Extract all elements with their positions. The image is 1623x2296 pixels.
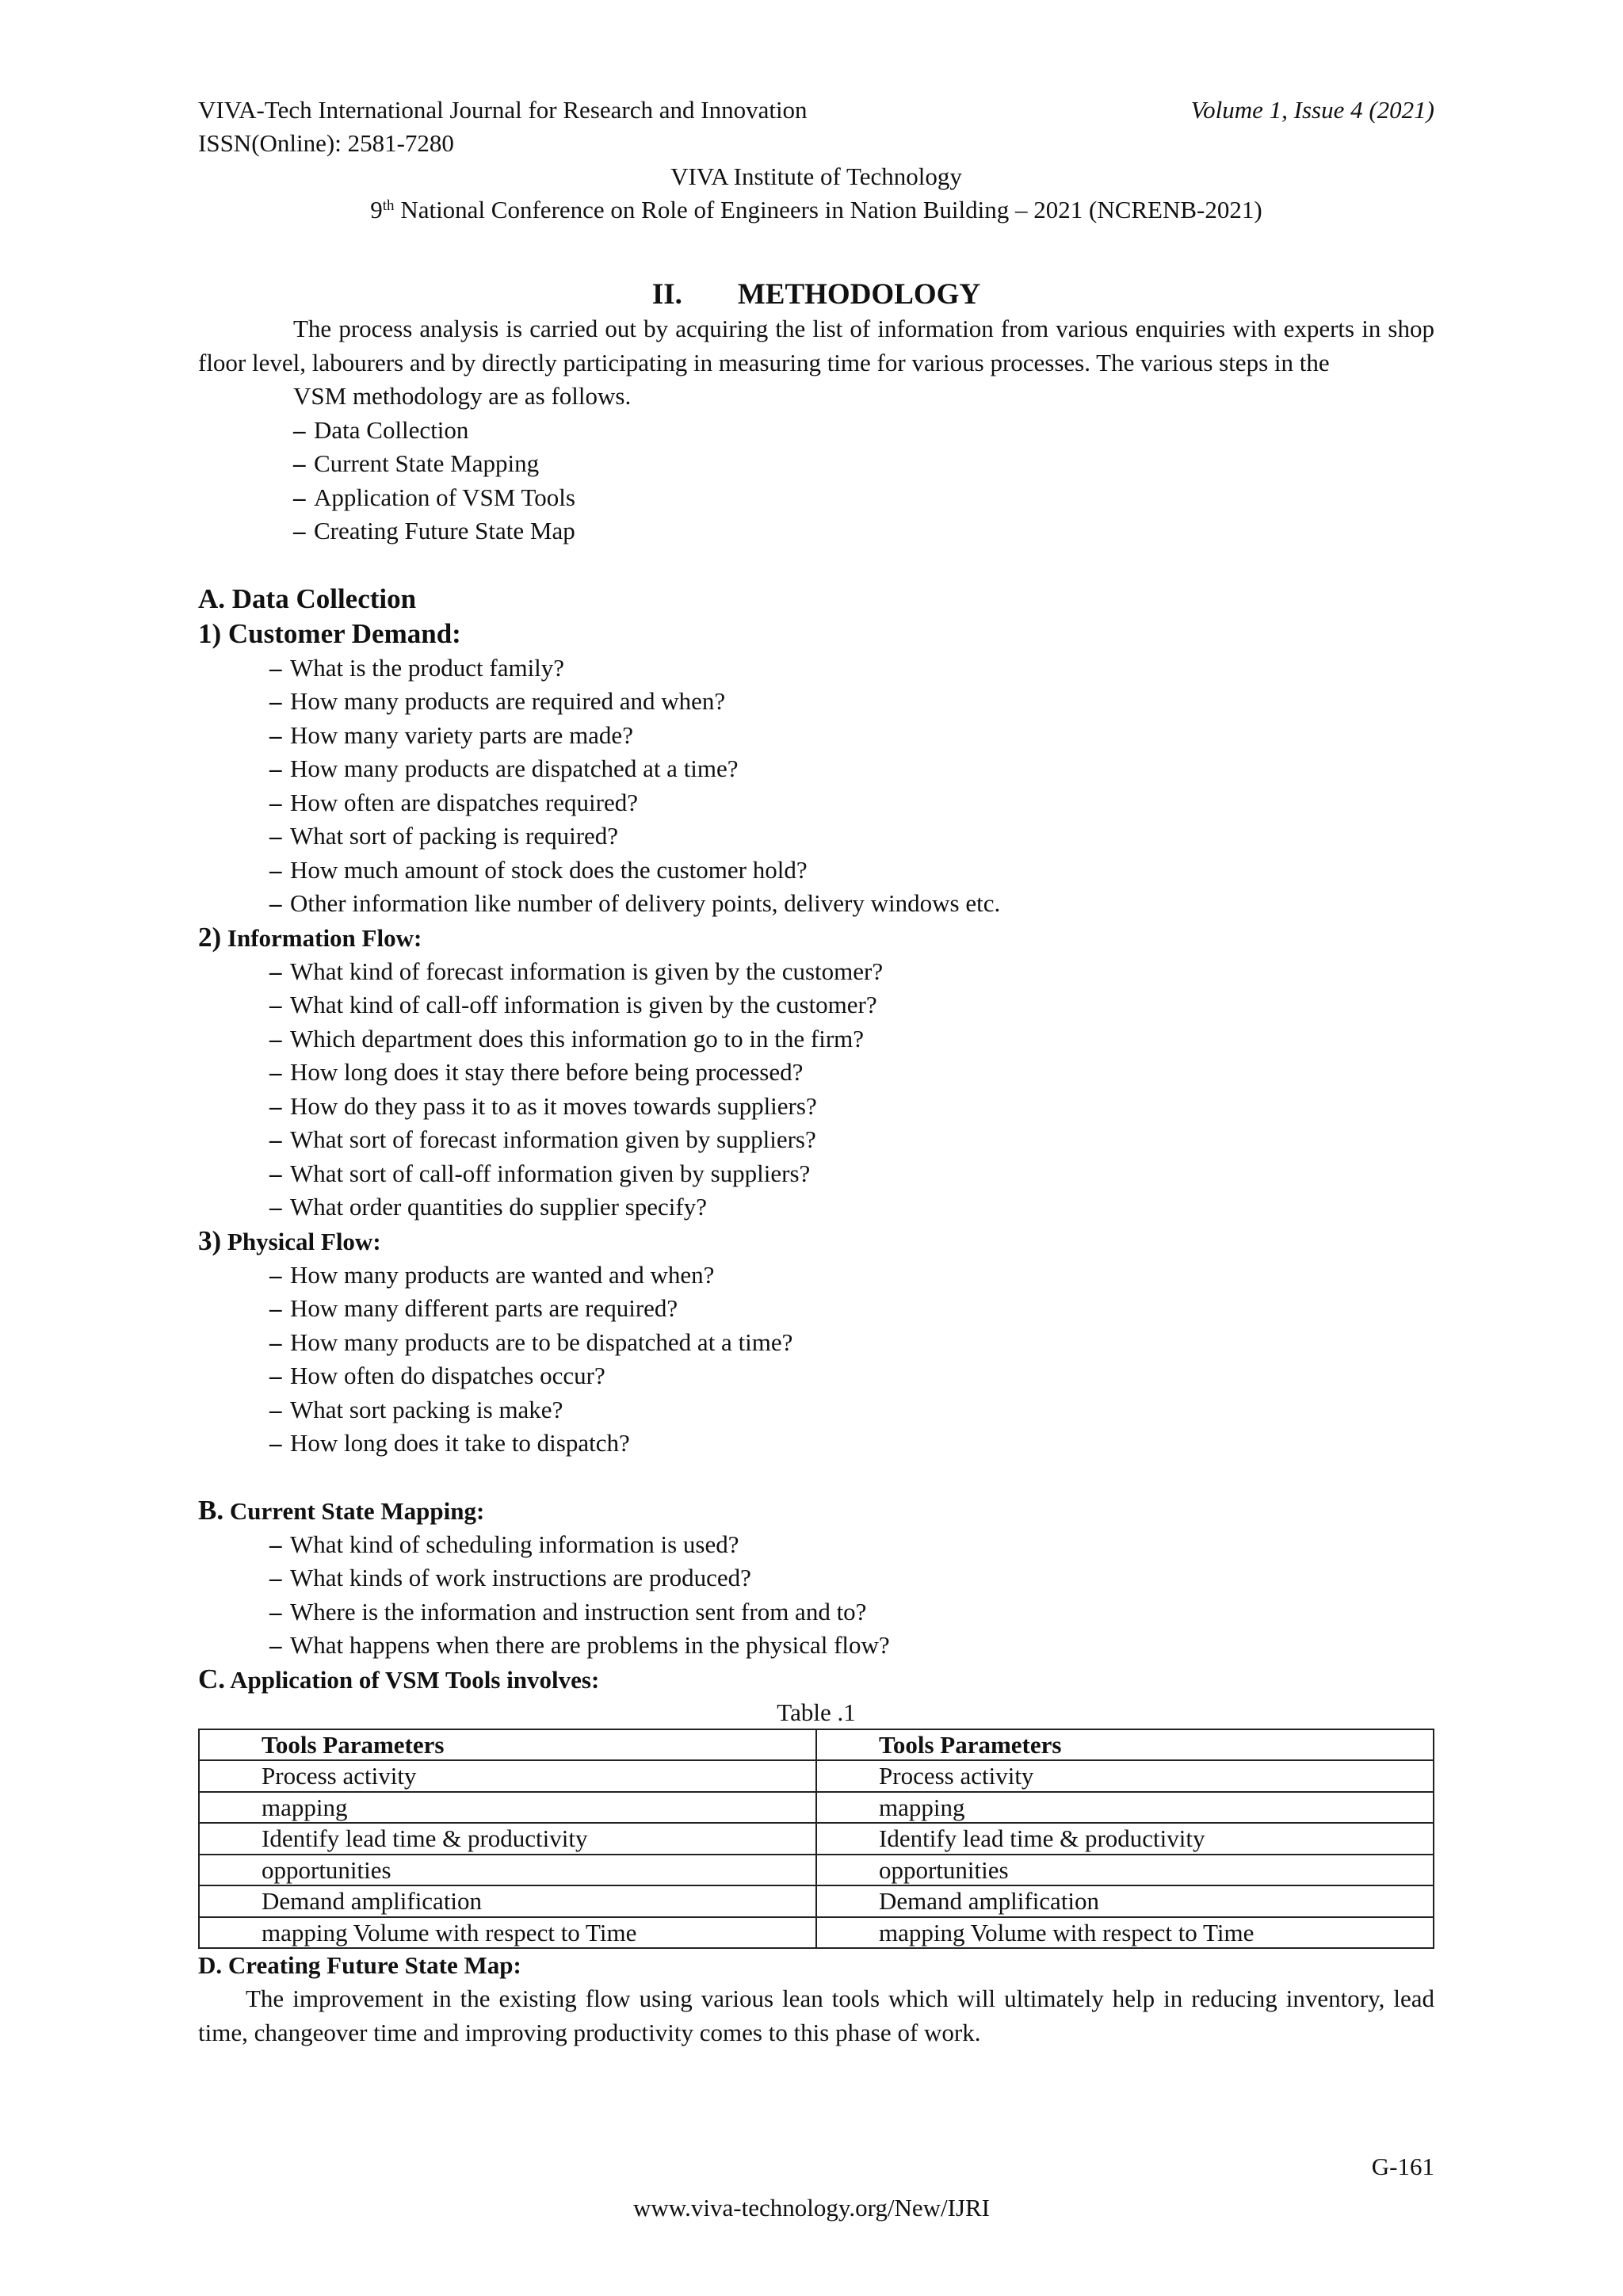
intro-paragraph: The process analysis is carried out by acquiring the list of information from various enquiries with experts in shop floor level, labourers and by directly participating in measuring time for various processes. The various steps in the xyxy=(198,315,1434,376)
list-item: – What happens when there are problems in the physical flow? xyxy=(269,1631,890,1659)
list-item: – Data Collection xyxy=(293,415,469,444)
intro-continuation: VSM methodology are as follows. xyxy=(293,382,632,410)
methodology-steps xyxy=(198,414,1434,548)
table-cell: opportunities xyxy=(199,1855,816,1886)
table-row xyxy=(199,1760,1434,1792)
institute-name: VIVA Institute of Technology xyxy=(670,162,962,190)
list-item: – How long does it take to dispatch? xyxy=(269,1429,630,1457)
heading-current-state-mapping: B. Current State Mapping: xyxy=(198,1494,485,1526)
list-item: – What is the product family? xyxy=(269,653,565,682)
physical-flow-list xyxy=(198,1259,1434,1461)
list-item: – How many products are required and when? xyxy=(269,687,726,715)
list-item: – What order quantities do supplier specify? xyxy=(269,1193,707,1221)
issn: ISSN(Online): 2581-7280 xyxy=(198,129,454,157)
table-cell: Demand amplification xyxy=(816,1885,1434,1917)
heading-customer-demand: 1) Customer Demand: xyxy=(198,617,461,649)
list-item: – Application of VSM Tools xyxy=(293,483,575,511)
table-header-row xyxy=(199,1729,1434,1761)
table-cell: Identify lead time & productivity xyxy=(816,1823,1434,1855)
list-item: – What kind of call-off information is given by the customer? xyxy=(269,991,877,1018)
paper-page xyxy=(198,94,1434,2050)
volume-issue: Volume 1, Issue 4 (2021) xyxy=(1190,96,1434,124)
information-flow-list xyxy=(198,955,1434,1224)
list-item: – How much amount of stock does the customer hold? xyxy=(269,855,808,884)
table-header-cell: Tools Parameters xyxy=(816,1729,1434,1761)
list-item: – Where is the information and instruction sent from and to? xyxy=(269,1597,867,1626)
list-item: – What kind of scheduling information is used? xyxy=(269,1530,739,1558)
list-item: – How many different parts are required? xyxy=(269,1294,678,1322)
list-item: – How many products are wanted and when? xyxy=(269,1260,715,1289)
list-item: – How many variety parts are made? xyxy=(269,720,633,749)
vsm-tools-table xyxy=(198,1729,1434,1950)
heading-data-collection: A. Data Collection xyxy=(198,583,417,614)
list-item: – How often are dispatches required? xyxy=(269,788,638,816)
table-cell: Demand amplification xyxy=(199,1885,816,1917)
table-row xyxy=(199,1792,1434,1824)
list-item: – How long does it stay there before being processed? xyxy=(269,1058,804,1086)
section-name: METHODOLOGY xyxy=(737,278,981,311)
current-state-list xyxy=(198,1528,1434,1663)
table-cell: Process activity xyxy=(199,1760,816,1792)
table-row xyxy=(199,1823,1434,1855)
list-item: – What kinds of work instructions are produced? xyxy=(269,1564,751,1591)
future-state-paragraph: The improvement in the existing flow using various lean tools which will ultimately help in reducing inventory, lead time, changeover time and improving productivity comes to this phase of work. xyxy=(198,1985,1434,2046)
table-cell: mapping xyxy=(199,1792,816,1824)
list-item: – What kind of forecast information is given by the customer? xyxy=(269,957,884,985)
table-caption: Table .1 xyxy=(777,1698,856,1726)
journal-name: VIVA-Tech International Journal for Research and Innovation xyxy=(198,96,808,124)
table-cell: mapping xyxy=(816,1792,1434,1824)
customer-demand-list xyxy=(198,651,1434,921)
list-item: – How many products are dispatched at a time? xyxy=(269,755,739,782)
list-item: – How do they pass it to as it moves towards suppliers? xyxy=(269,1091,817,1120)
list-item: – What sort of forecast information given by suppliers? xyxy=(269,1125,816,1153)
page-number: G-161 xyxy=(1371,2153,1434,2180)
list-item: – How often do dispatches occur? xyxy=(269,1362,605,1389)
list-item: – What sort of packing is required? xyxy=(269,822,619,850)
table-row xyxy=(199,1855,1434,1886)
conference-name: 9th National Conference on Role of Engineers in Nation Building – 2021 (NCRENB-2021) xyxy=(370,196,1262,223)
heading-vsm-tools: C. Application of VSM Tools involves: xyxy=(198,1663,600,1694)
section-title xyxy=(198,277,1434,312)
table-row xyxy=(199,1885,1434,1917)
list-item: – What sort packing is make? xyxy=(269,1395,563,1423)
running-header xyxy=(198,94,1434,127)
list-item: – What sort of call-off information given by suppliers? xyxy=(269,1159,811,1187)
list-item: – Other information like number of delivery points, delivery windows etc. xyxy=(269,889,1001,917)
table-cell: mapping Volume with respect to Time xyxy=(816,1917,1434,1949)
list-item: – How many products are to be dispatched at a time? xyxy=(269,1328,793,1356)
list-item: – Which department does this information go to in the firm? xyxy=(269,1024,865,1052)
heading-future-state-map: D. Creating Future State Map: xyxy=(198,1951,521,1979)
table-cell: Process activity xyxy=(816,1760,1434,1792)
list-item: – Creating Future State Map xyxy=(293,517,575,544)
heading-information-flow: 2) Information Flow: xyxy=(198,921,422,953)
list-item: – Current State Mapping xyxy=(293,449,540,477)
table-cell: opportunities xyxy=(816,1855,1434,1886)
table-cell: mapping Volume with respect to Time xyxy=(199,1917,816,1949)
section-number: II. xyxy=(651,278,682,311)
footer-url: www.viva-technology.org/New/IJRI xyxy=(633,2194,990,2222)
heading-physical-flow: 3) Physical Flow: xyxy=(198,1224,381,1256)
table-cell: Identify lead time & productivity xyxy=(199,1823,816,1855)
table-row xyxy=(199,1917,1434,1949)
table-header-cell: Tools Parameters xyxy=(199,1729,816,1761)
